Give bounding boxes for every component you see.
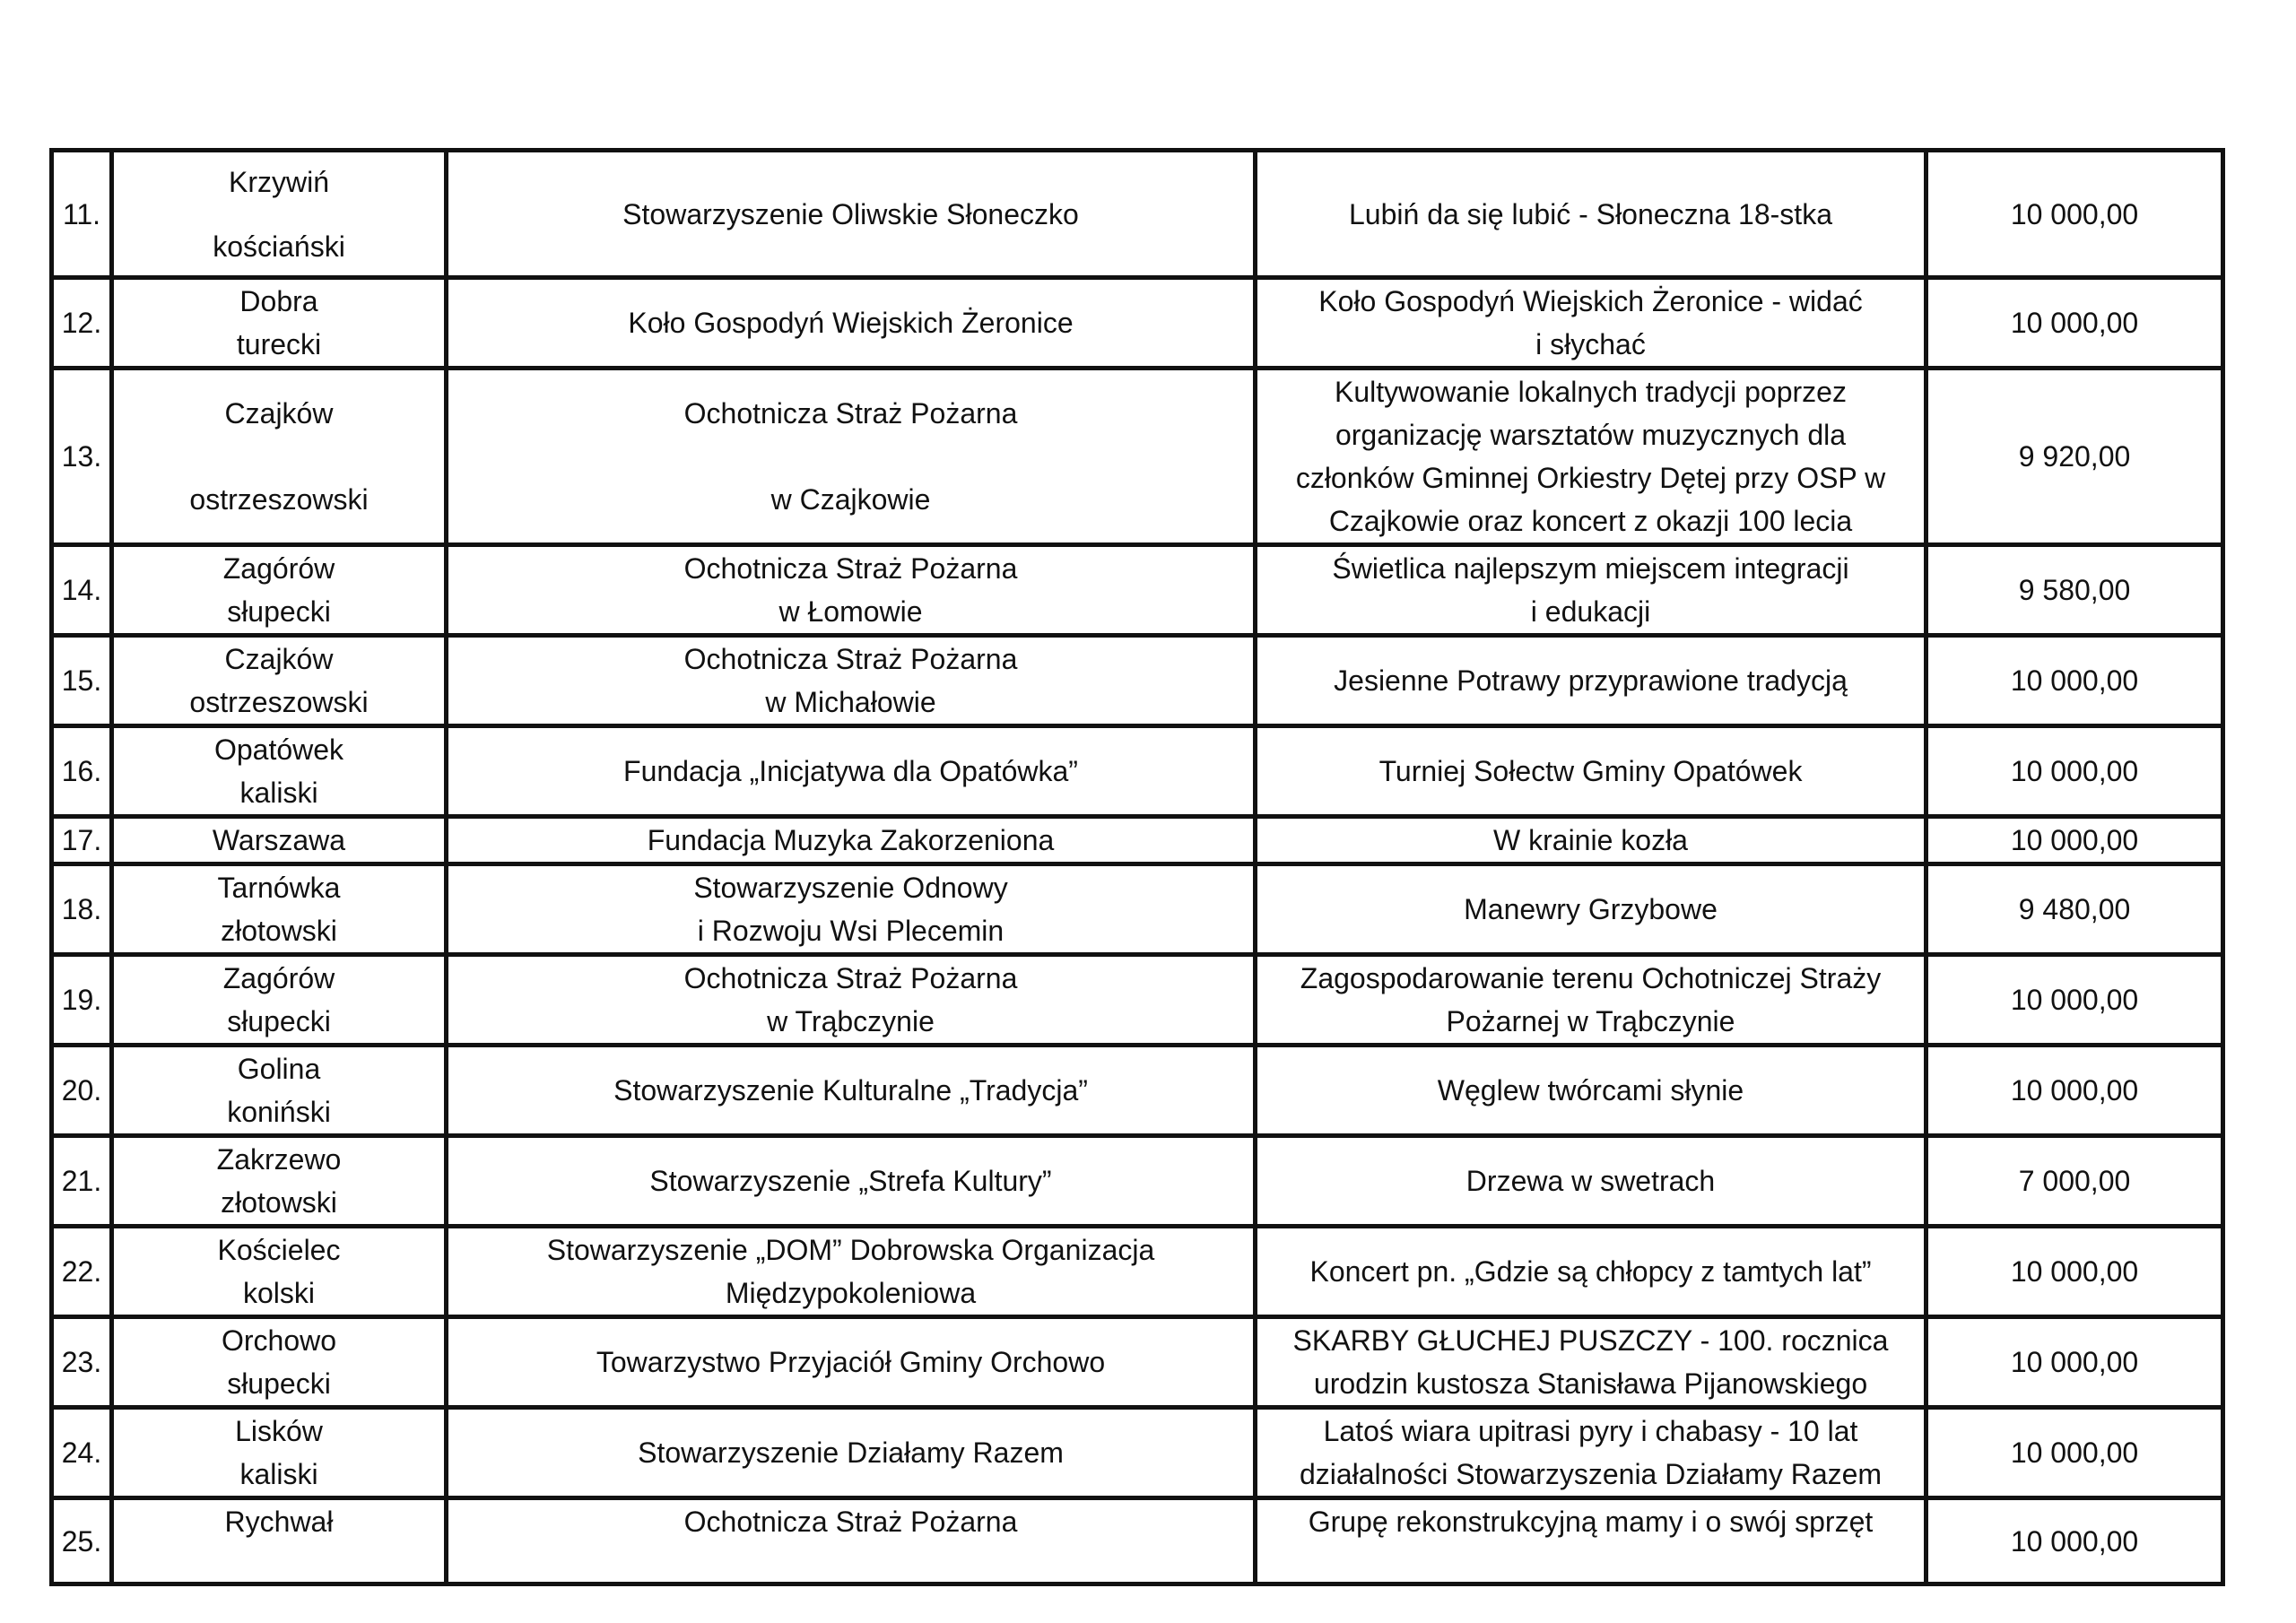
location-cell: Rychwał [112, 1498, 447, 1584]
amount-cell: 9 480,00 [1926, 864, 2223, 955]
row-number: 14. [52, 545, 112, 636]
table-row [52, 545, 2223, 636]
location-cell: Krzywiń kościański [112, 151, 447, 278]
location-cell: Czajków ostrzeszowski [112, 636, 447, 726]
project-cell: Drzewa w swetrach [1256, 1136, 1926, 1227]
table-row [52, 1317, 2223, 1408]
organization-cell: Ochotnicza Straż Pożarna w Trąbczynie [447, 955, 1256, 1046]
table-row [52, 278, 2223, 369]
amount-cell: 10 000,00 [1926, 1408, 2223, 1498]
amount-cell: 10 000,00 [1926, 817, 2223, 864]
table-row [52, 636, 2223, 726]
table-row [52, 817, 2223, 864]
location-cell: Zagórów słupecki [112, 545, 447, 636]
project-cell: Koło Gospodyń Wiejskich Żeronice - widać i słychać [1256, 278, 1926, 369]
grants-table [49, 148, 2225, 1586]
amount-cell: 10 000,00 [1926, 151, 2223, 278]
row-number: 16. [52, 726, 112, 817]
organization-cell: Stowarzyszenie Kulturalne „Tradycja” [447, 1046, 1256, 1136]
table-row [52, 1498, 2223, 1584]
row-number: 18. [52, 864, 112, 955]
organization-cell: Ochotnicza Straż Pożarna [447, 1498, 1256, 1584]
row-number: 11. [52, 151, 112, 278]
table-row [52, 369, 2223, 545]
row-number: 19. [52, 955, 112, 1046]
organization-cell: Towarzystwo Przyjaciół Gminy Orchowo [447, 1317, 1256, 1408]
amount-cell: 10 000,00 [1926, 278, 2223, 369]
amount-cell: 10 000,00 [1926, 1317, 2223, 1408]
row-number: 21. [52, 1136, 112, 1227]
amount-cell: 10 000,00 [1926, 1227, 2223, 1317]
row-number: 22. [52, 1227, 112, 1317]
organization-cell: Stowarzyszenie Oliwskie Słoneczko [447, 151, 1256, 278]
table-row [52, 864, 2223, 955]
project-cell: Koncert pn. „Gdzie są chłopcy z tamtych lat” [1256, 1227, 1926, 1317]
project-cell: Jesienne Potrawy przyprawione tradycją [1256, 636, 1926, 726]
table-row [52, 1227, 2223, 1317]
organization-cell: Stowarzyszenie Działamy Razem [447, 1408, 1256, 1498]
project-cell: Węglew twórcami słynie [1256, 1046, 1926, 1136]
location-cell: Opatówek kaliski [112, 726, 447, 817]
document-page [49, 148, 2221, 1558]
table-row [52, 955, 2223, 1046]
amount-cell: 10 000,00 [1926, 1498, 2223, 1584]
amount-cell: 10 000,00 [1926, 726, 2223, 817]
table-row [52, 726, 2223, 817]
project-cell: W krainie kozła [1256, 817, 1926, 864]
amount-cell: 10 000,00 [1926, 955, 2223, 1046]
project-cell: Świetlica najlepszym miejscem integracji i edukacji [1256, 545, 1926, 636]
organization-cell: Stowarzyszenie „DOM” Dobrowska Organizacja Międzypokoleniowa [447, 1227, 1256, 1317]
location-cell: Golina koniński [112, 1046, 447, 1136]
project-cell: Grupę rekonstrukcyjną mamy i o swój sprzęt [1256, 1498, 1926, 1584]
project-cell: Zagospodarowanie terenu Ochotniczej Straży Pożarnej w Trąbczynie [1256, 955, 1926, 1046]
table-row [52, 1046, 2223, 1136]
location-cell: Lisków kaliski [112, 1408, 447, 1498]
location-cell: Dobra turecki [112, 278, 447, 369]
location-cell: Orchowo słupecki [112, 1317, 447, 1408]
project-cell: Turniej Sołectw Gminy Opatówek [1256, 726, 1926, 817]
location-cell: Warszawa [112, 817, 447, 864]
row-number: 23. [52, 1317, 112, 1408]
project-cell: Latoś wiara upitrasi pyry i chabasy - 10 lat działalności Stowarzyszenia Działamy Razem [1256, 1408, 1926, 1498]
location-cell: Kościelec kolski [112, 1227, 447, 1317]
row-number: 20. [52, 1046, 112, 1136]
project-cell: Lubiń da się lubić - Słoneczna 18-stka [1256, 151, 1926, 278]
amount-cell: 10 000,00 [1926, 636, 2223, 726]
organization-cell: Ochotnicza Straż Pożarna w Michałowie [447, 636, 1256, 726]
organization-cell: Ochotnicza Straż Pożarna w Czajkowie [447, 369, 1256, 545]
row-number: 24. [52, 1408, 112, 1498]
organization-cell: Koło Gospodyń Wiejskich Żeronice [447, 278, 1256, 369]
amount-cell: 9 920,00 [1926, 369, 2223, 545]
organization-cell: Fundacja „Inicjatywa dla Opatówka” [447, 726, 1256, 817]
table-row [52, 1408, 2223, 1498]
organization-cell: Stowarzyszenie Odnowy i Rozwoju Wsi Plecemin [447, 864, 1256, 955]
location-cell: Czajków ostrzeszowski [112, 369, 447, 545]
amount-cell: 10 000,00 [1926, 1046, 2223, 1136]
row-number: 13. [52, 369, 112, 545]
organization-cell: Ochotnicza Straż Pożarna w Łomowie [447, 545, 1256, 636]
table-row [52, 151, 2223, 278]
project-cell: Manewry Grzybowe [1256, 864, 1926, 955]
amount-cell: 7 000,00 [1926, 1136, 2223, 1227]
project-cell: SKARBY GŁUCHEJ PUSZCZY - 100. rocznica urodzin kustosza Stanisława Pijanowskiego [1256, 1317, 1926, 1408]
project-cell: Kultywowanie lokalnych tradycji poprzez organizację warsztatów muzycznych dla członków Gminnej Orkiestry Dętej przy OSP w Czajkowie oraz koncert z okazji 100 lecia [1256, 369, 1926, 545]
row-number: 17. [52, 817, 112, 864]
organization-cell: Stowarzyszenie „Strefa Kultury” [447, 1136, 1256, 1227]
amount-cell: 9 580,00 [1926, 545, 2223, 636]
row-number: 12. [52, 278, 112, 369]
row-number: 15. [52, 636, 112, 726]
row-number: 25. [52, 1498, 112, 1584]
location-cell: Zagórów słupecki [112, 955, 447, 1046]
location-cell: Tarnówka złotowski [112, 864, 447, 955]
table-row [52, 1136, 2223, 1227]
organization-cell: Fundacja Muzyka Zakorzeniona [447, 817, 1256, 864]
location-cell: Zakrzewo złotowski [112, 1136, 447, 1227]
